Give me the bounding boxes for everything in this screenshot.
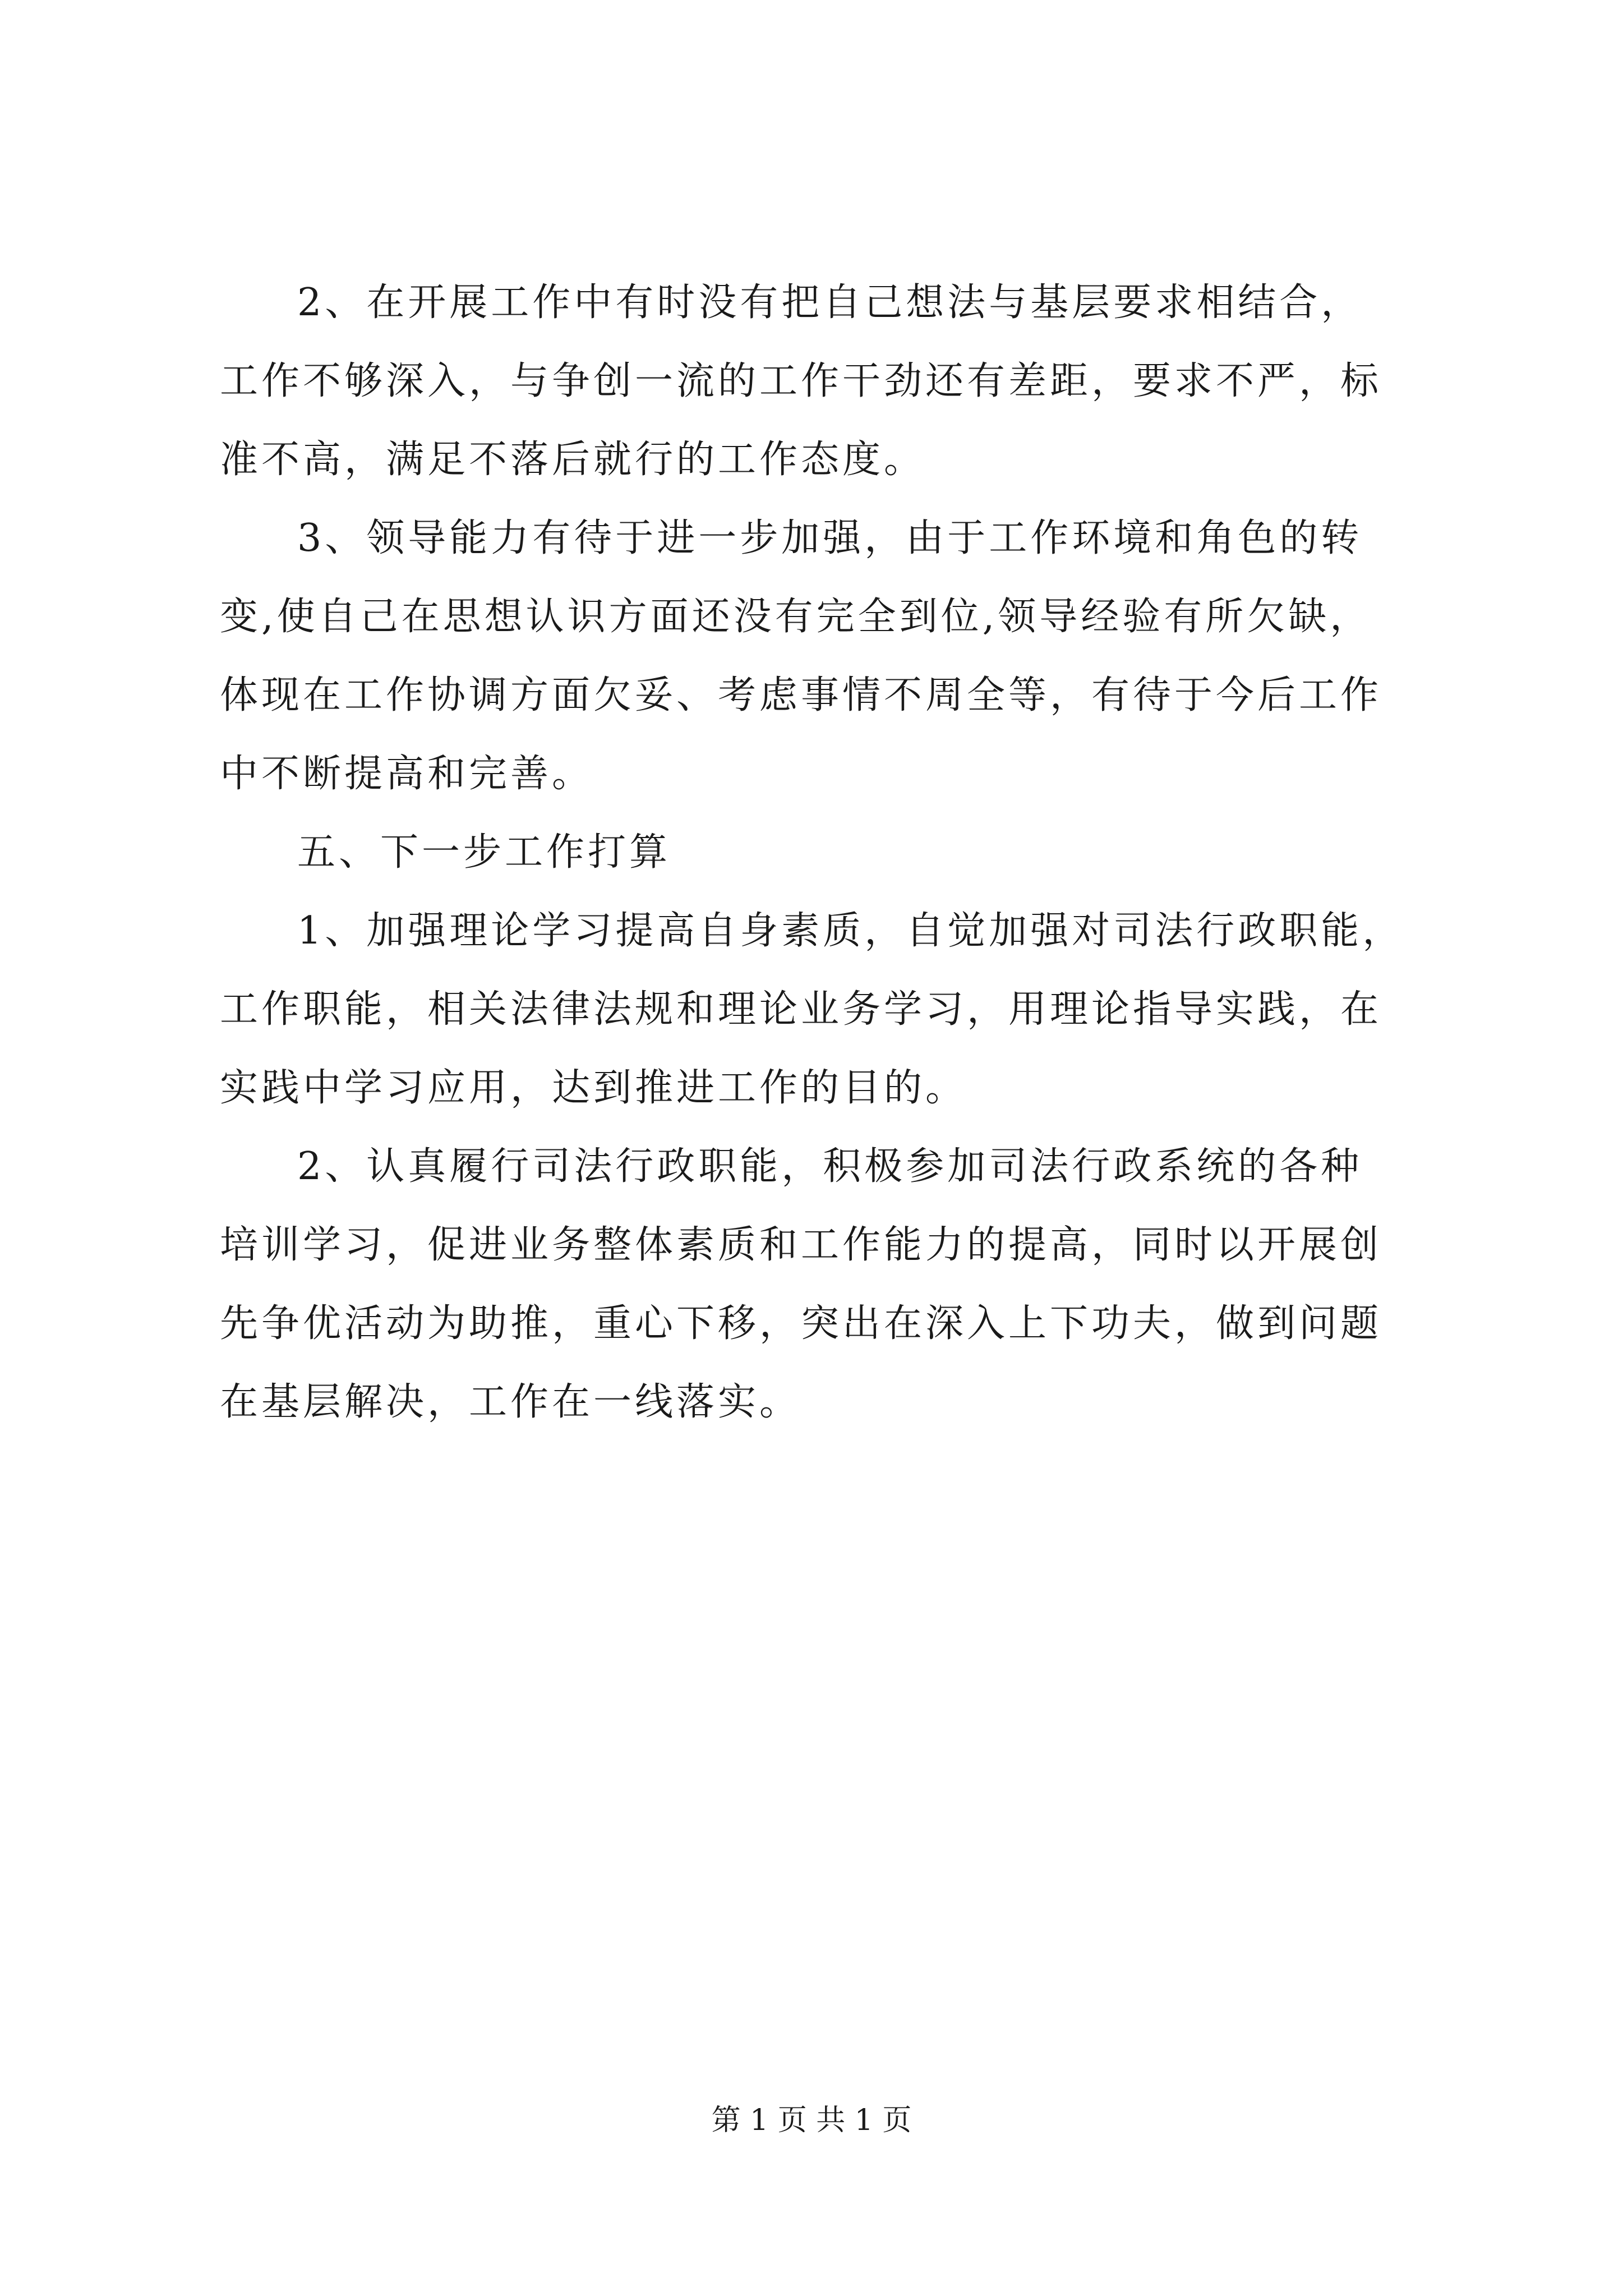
paragraph-3 [220, 499, 1426, 813]
paragraph-line: 中不断提高和完善。 [220, 752, 594, 796]
paragraph-5-1 [220, 892, 1426, 1128]
paragraph-line: 变,使自己在思想认识方面还没有完全到位,领导经验有所欠缺， [220, 595, 1372, 639]
paragraph-line: 体现在工作协调方面欠妥、考虑事情不周全等，有待于今后工作 [220, 673, 1382, 717]
page-number-footer: 第 1 页 共 1 页 [711, 2104, 912, 2137]
paragraph-line: 培训学习，促进业务整体素质和工作能力的提高，同时以开展创 [220, 1223, 1382, 1267]
paragraph-line: 先争优活动为助推，重心下移，突出在深入上下功夫，做到问题 [220, 1301, 1382, 1346]
paragraph-2 [220, 264, 1426, 499]
paragraph-line: 准不高，满足不落后就行的工作态度。 [220, 438, 926, 482]
paragraph-5-2 [220, 1128, 1426, 1442]
document-body [220, 264, 1426, 1442]
paragraph-line: 1、加强理论学习提高自身素质，自觉加强对司法行政职能， [297, 909, 1404, 953]
paragraph-line: 3、领导能力有待于进一步加强，由于工作环境和角色的转 [297, 516, 1363, 560]
paragraph-line: 工作不够深入，与争创一流的工作干劲还有差距，要求不严，标 [220, 359, 1382, 403]
paragraph-line: 2、认真履行司法行政职能，积极参加司法行政系统的各种 [297, 1144, 1363, 1189]
section-heading: 五、下一步工作打算 [297, 830, 671, 875]
paragraph-line: 在基层解决，工作在一线落实。 [220, 1380, 801, 1424]
paragraph-line: 2、在开展工作中有时没有把自己想法与基层要求相结合， [297, 280, 1363, 325]
paragraph-line: 实践中学习应用，达到推进工作的目的。 [220, 1066, 967, 1110]
section-heading-5 [220, 813, 1426, 892]
paragraph-line: 工作职能，相关法律法规和理论业务学习，用理论指导实践，在 [220, 987, 1382, 1032]
